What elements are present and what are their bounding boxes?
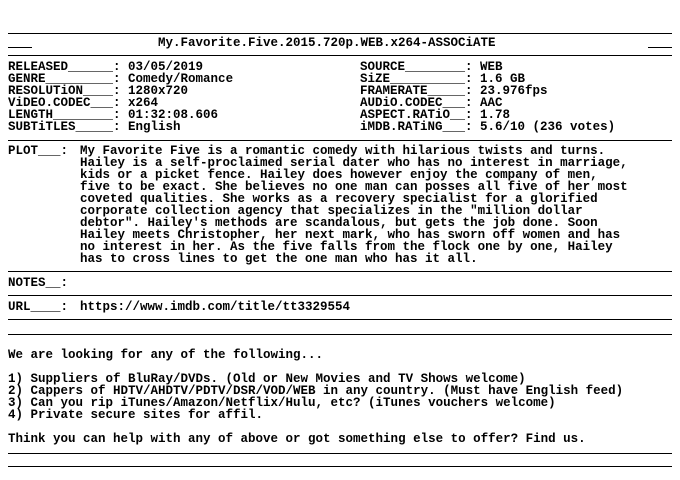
divider [8,55,672,56]
info-label: AUDiO.CODEC___: [360,96,473,110]
info-value: 23.976fps [480,84,548,98]
plot-line: My Favorite Five is a romantic comedy with hilarious twists and turns. [80,144,606,158]
info-value: Comedy/Romance [128,72,234,86]
divider [8,466,672,467]
plot-line: Hailey is a self-proclaimed serial dater who has no interest in marriage, [80,156,628,170]
plot-line: kids or a picket fence. Hailey does however enjoy the company of men, [80,168,598,182]
info-value: WEB [480,60,503,74]
url-label: URL____: [8,300,69,314]
info-value: 1280x720 [128,84,189,98]
divider [8,33,672,34]
plot-label: PLOT___: [8,144,69,158]
info-row [8,121,181,133]
info-label: iMDB.RATiNG___: [360,120,473,134]
info-row [360,121,615,133]
info-value: 01:32:08.606 [128,108,219,122]
divider [8,271,672,272]
divider [8,140,672,141]
plot-line: no interest in her. As the five falls from the flock one by one, Hailey [80,240,613,254]
looking-outro: Think you can help with any of above or got something else to offer? Find us. [8,432,586,446]
info-label: LENGTH________: [8,108,121,122]
divider [8,453,672,454]
info-value: AAC [480,96,503,110]
plot-line: coveted qualities. She works as a recovery specialist for a glorified [80,192,598,206]
info-value: 5.6/10 (236 votes) [480,120,616,134]
info-label: RESOLUTiON____: [8,84,121,98]
info-value: x264 [128,96,159,110]
info-label: SUBTiTLES_____: [8,120,121,134]
info-value: 1.6 GB [480,72,526,86]
plot-line: debtor". Hailey's methods are scandalous, but gets the job done. Soon [80,216,598,230]
list-item: 2) Cappers of HDTV/AHDTV/PDTV/DSR/VOD/WEB in any country. (Must have English feed) [8,384,624,398]
info-value: 1.78 [480,108,511,122]
list-item: 1) Suppliers of BluRay/DVDs. (Old or New Movies and TV Shows welcome) [8,372,526,386]
info-value: 03/05/2019 [128,60,204,74]
plot-line: Hailey meets Christopher, her next mark, who has sworn off women and has [80,228,621,242]
divider [8,319,672,320]
info-label: ASPECT.RATiO__: [360,108,473,122]
divider [8,47,32,48]
release-title: My.Favorite.Five.2015.720p.WEB.x264-ASSOCiATE [158,36,496,50]
info-value: English [128,120,181,134]
plot-line: five to be exact. She believes no one man can posses all five of her most [80,180,628,194]
plot-line: corporate collection agency that specializes in the "million dollar [80,204,583,218]
info-label: GENRE_________: [8,72,121,86]
list-item: 3) Can you rip iTunes/Amazon/Netflix/Hulu, etc? (iTunes vouchers welcome) [8,396,556,410]
info-label: SiZE__________: [360,72,473,86]
list-item: 4) Private secure sites for affil. [8,408,264,422]
info-label: FRAMERATE_____: [360,84,473,98]
info-label: ViDEO.CODEC___: [8,96,121,110]
imdb-link[interactable]: https://www.imdb.com/title/tt3329554 [80,300,351,314]
plot-line: has to cross lines to get the one man who has it all. [80,252,478,266]
notes-label: NOTES__: [8,276,69,290]
info-label: SOURCE________: [360,60,473,74]
divider [8,295,672,296]
info-label: RELEASED______: [8,60,121,74]
divider [8,334,672,335]
divider [648,47,672,48]
looking-intro: We are looking for any of the following... [8,348,324,362]
